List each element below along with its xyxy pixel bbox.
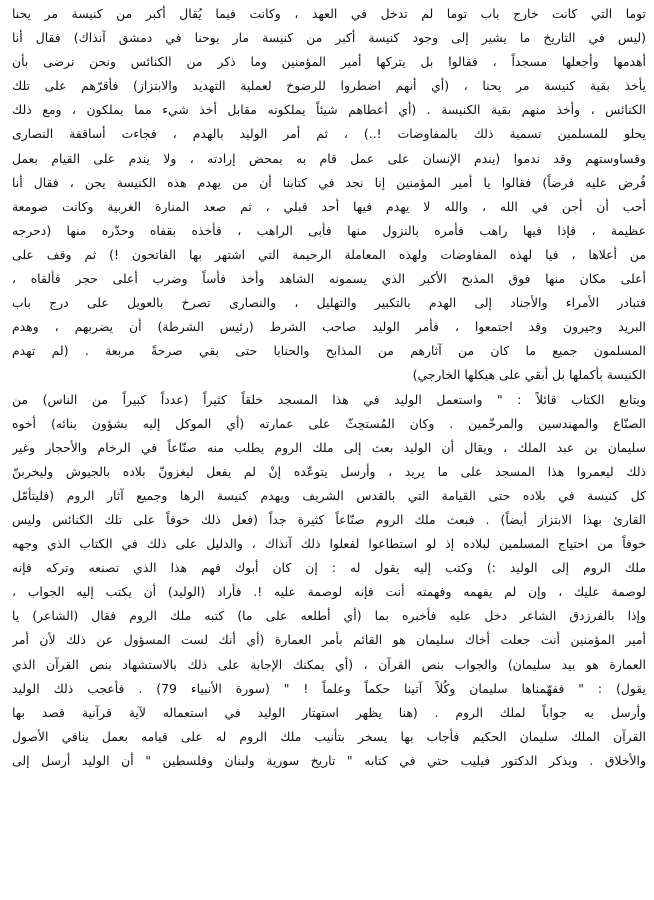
text-line: توما التي كانت خارج باب توما لم تدخل في العهد ، وكانت فيما يُقال أكبر من كنيسة مر يحنا <box>12 6 646 21</box>
text-line: يحلو للمسلمين تسمية ذلك بالمفاوضات !..) ، ثم أمر الوليد بالهدم ، فجاءت أساقفة النصارى <box>12 126 646 142</box>
text-line: لوصمة عليك ، وإن لم يفهمه وفهمته أنت فإنه لوصمة عليه !. فأراد (الوليد) أن يكتب إليه الجواب ، <box>12 584 646 600</box>
text-line: أهدمها وأجعلها مسجداً ، فقالوا بل يتركها أمير المؤمنين وما ذكر من الكنائس ونحن نرضى بأن <box>12 54 646 70</box>
text-line: ويتابع الكتاب قائلاً : " واستعمل الوليد في هذا المسجد خلقاً كثيراً (عدداً كبيراً من الناس) من <box>12 391 646 407</box>
document-page <box>12 2 646 773</box>
text-line: ذلك ليعمروا هذا المسجد على ما يريد ، وأرسل يتوعّده إنْ لم يفعل ليغزونّ بلاده بالجيوش وليخربنّ <box>12 463 646 479</box>
text-line: المسلمون جميع ما كان من آثارهم من المذابح والحنايا حتى بقي صرحةً مربعة . (لم تهدم <box>12 343 646 359</box>
text-line: فتبادر الأمراء والأجناد إلى الهدم بالتكبير والتهليل ، والنصارى تصرخ بالعويل على درج باب <box>12 295 646 311</box>
text-line: وقساوستهم وقد ندموا (يندم الإنسان على عمل قام به بمحض إرادته ، ولا يندم على القيام بعمل <box>12 150 646 166</box>
text-line: الصنّاع والمهندسين والمرخّمين . وكان المُستحِثّ على عمارته (أي الموكل إليه بشؤون بنائه) أخوه <box>12 415 646 431</box>
text-line: يقول) : " ففهّمناها سليمان وكُلاً آتينا حكماً وعلماً ! " (سورة الأنبياء 79) . فأعجب ذلك الوليد <box>12 680 646 696</box>
text-line: أمير المؤمنين أنت جعلت أخاك سليمان هو القائم بأمر العمارة (أي أنك لست المسؤول عن ذلك لأن أمر <box>12 632 646 648</box>
text-line: وإذا بالفرزدق الشاعر دخل عليه فأخبره بما (أي أطلعه على ما) كتبه ملك الروم فقال (الشاعر) يا <box>12 608 646 624</box>
paragraph-end-line: الكنيسة بأكملها بل أبقي على هيكلها الخارجي) <box>412 367 646 383</box>
text-line: عظيمة ، فإذا فيها راهب فأمره بالنزول منها فأبى الراهب ، فأخذه بقفاه وحدّره منها (دحرجه <box>12 222 646 238</box>
text-line: أحب أن أجن في الله ، والله لا يهدم فيها أحد قبلي ، ثم صعد المنارة الغربية وكانت صومعة <box>12 198 646 214</box>
text-line: الكنائس ، وأخذ منهم بقية الكنيسة . (أي أعطاهم شيئاً يملكونه مقابل أخذ شيء مما يملكون ، ومع ذلك <box>12 102 646 118</box>
text-line: خوفاً من احتياج المسلمين لبلاده إذ لو استطاعوا لفعلوا ذلك آنذاك ، والدليل على ذلك في الكتاب الذي وجهه <box>12 536 646 552</box>
text-line: (ليس في التاريخ ما يشير إلى وجود كنيسة أكبر من كنيسة مار يوحنا في دمشق آنذاك) فقال أنا <box>12 30 646 46</box>
text-line: وأرسل به جواباً لملك الروم . (هنا يظهر استهتار الوليد في استعماله لآية قرآنية قصد بها <box>12 704 646 720</box>
text-line: القارئ بهذا الابتزاز أيضاً) . فبعث ملك الروم صنّاعاً كثيرة جداً (فعل ذلك خوفاً على تلك الكنائس وليس <box>12 511 646 527</box>
text-line: كل كنيسة في بلاده حتى القيامة التي بالقدس الشريف ويهدم كنيسة الرها وجميع آثار الروم (فليتأمّل <box>12 487 646 503</box>
text-line: العمارة هو بيد سليمان) والجواب بنص القرآن ، (أي يمكنك الإجابة على ذلك بالاستشهاد بنص القرآن الذي <box>12 656 646 672</box>
text-line: فُرض عليه فرضاً) فقالوا يا أمير المؤمنين إنا نجد في كتابنا أن من يهدم هذه الكنيسة يجن ، فقال أنا <box>12 174 646 190</box>
text-line: القرآن الملك سليمان الحكيم فأجاب بها يسخر بتأنيب ملك الروم له على قيامه بعمل ينافي الأصول <box>12 728 646 744</box>
text-line: من أعلاها ، فيا لهذه المفاوضات ولهذه المعاملة الرحيمة التي اشتهر بها الفاتحون !) ثم وقف على <box>12 246 646 262</box>
text-line: البريد وجيرون وقد اجتمعوا ، فأمر الوليد صاحب الشرط (رئيس الشرطة) أن يضربهم ، وهدم <box>12 319 646 335</box>
text-line: يأخذ بقية كنيسة مر يحنا ، (أي أنهم اضطروا للرضوخ لعملية التهديد والابتزاز) فأقرّهم على تلك <box>12 78 646 94</box>
text-line: سليمان بن عبد الملك ، ويقال أن الوليد بعث إلى ملك الروم يطلب منه صنّاعاً في الرخام والأحجار وغير <box>12 439 646 455</box>
text-line: أعلى مكان منها فوق المذبح الأكبر الذي يسمونه الشاهد وأخذ فأساً وضرب أعلى حجر فألقاه ، <box>12 271 646 287</box>
text-line: ملك الروم إلى الوليد :) وكتب إليه يقول له : إن كان أبوك فهم هذا الذي تصنعه وتركه فإنه <box>12 560 646 576</box>
text-line: والأخلاق . ويذكر الدكتور فيليب حتي في كتابه " تاريخ سورية ولبنان وفلسطين " أن الوليد أرسل إلى <box>12 752 646 768</box>
